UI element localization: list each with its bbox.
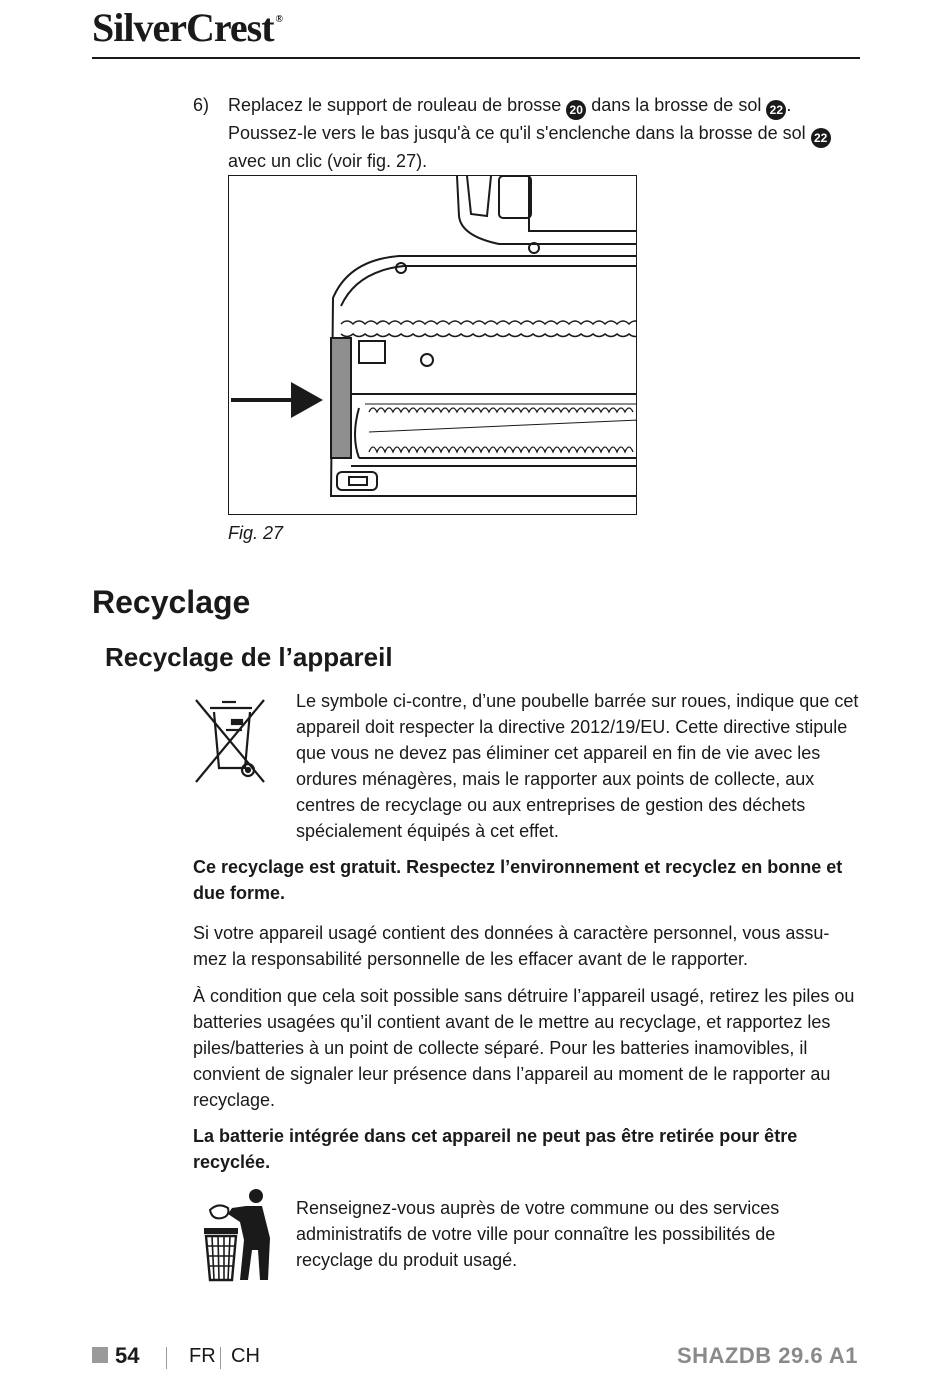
footer-separator [166,1347,167,1369]
ref-badge: 20 [566,100,586,120]
brush-roller-illustration [229,176,637,515]
tidyman-icon [200,1188,276,1282]
batteries-text: À condition que cela soit possible sans détruire l’appareil usagé, retirez les piles ou batteries usagées qu’il contient avant de le mettre au recyclage, et rapportez les piles/batteries à un point de collecte séparé. Pour les batteries inamovibles, il convient de signaler leur présence dans l’appareil au moment de le rapporter au recyclage. [193,986,855,1110]
personal-data-text: Si votre appareil usagé contient des données à caractère personnel, vous assu-mez la responsabilité personnelle de les effacer avant de le rapporter. [193,923,830,969]
footer-separator [220,1347,221,1369]
model-number: SHAZDB 29.6 A1 [676,1343,858,1368]
page-number: 54 [115,1343,140,1368]
brand-logo: SilverCrest ® [92,5,283,50]
section-title: Recyclage [92,584,251,620]
footer-lang-ch: CH [231,1345,260,1367]
step-text: Replacez le support de rouleau de brosse 20 dans la brosse de sol 22 . Poussez-le vers le bas jusqu'à ce qu'il s'enclenche dans la brosse de sol 22 avec un clic (voir fig. 27). [228,92,848,174]
footer-marker [92,1347,108,1363]
step-number: 6) [193,95,210,115]
ref-badge: 22 [766,100,786,120]
weee-text: Le symbole ci-contre, d’une poubelle barrée sur roues, indique que cet appareil doit respecter la directive 2012/19/EU. Cette directive stipule que vous ne devez pas éliminer cet appareil en fin de vie avec les ordures ménagères, mais le rapporter aux points de collecte, aux centres de recyclage ou aux entreprises de gestion des déchets spécialement équipés à cet effet. [296,691,859,841]
figure-27 [228,175,637,515]
notice-free-recycling: Ce recyclage est gratuit. Respectez l’environnement et recyclez en bonne et due forme. [193,857,843,903]
notice-battery: La batterie intégrée dans cet appareil ne peut pas être retirée pour être recyclée. [193,1126,798,1172]
crossed-out-bin-icon [192,694,270,786]
section-subtitle: Recyclage de l’appareil [105,642,393,672]
tidyman-text: Renseignez-vous auprès de votre commune ou des services administratifs de votre ville pour connaître les possibilités de recyclage du produit usagé. [296,1198,780,1270]
figure-caption: Fig. 27 [228,523,284,543]
footer-lang-fr: FR [189,1345,216,1367]
ref-badge: 22 [811,128,831,148]
header-divider [92,57,860,59]
